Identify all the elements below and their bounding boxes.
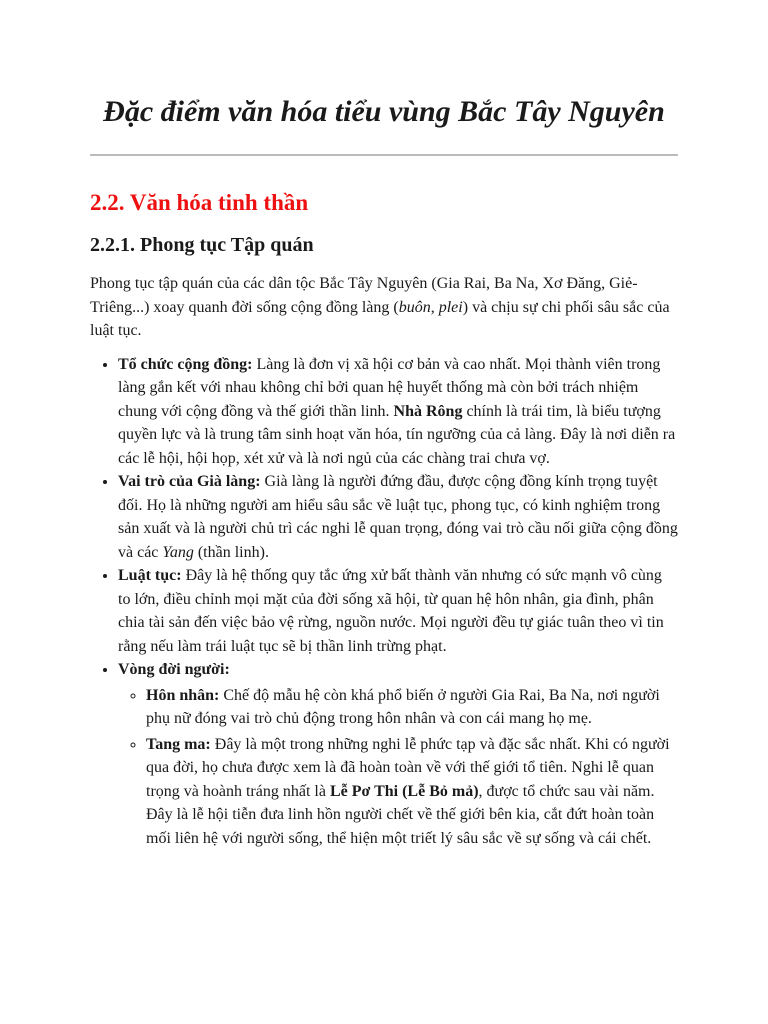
section-heading: 2.2. Văn hóa tinh thần: [90, 190, 309, 215]
bullet-list: [90, 353, 678, 851]
bullet-law-label: Luật tục:: [118, 567, 182, 584]
sub-bullet-marriage: [146, 684, 678, 731]
bullet-elder-label: Vai trò của Già làng:: [118, 473, 261, 490]
sub-bullet-funeral-label: Tang ma:: [146, 735, 211, 753]
sub-bullet-funeral-text-2: , được tổ chức sau vài năm. Đây là lễ hội tiễn đưa linh hồn người chết về thế giới bên kia, cắt đứt hoàn toàn mối liên hệ với người sống, thể hiện một triết lý sâu sắc về sự sống và cái chết.: [146, 782, 655, 847]
title-divider: [90, 154, 678, 156]
bullet-law: [118, 564, 678, 658]
bullet-community-text-1: Làng là đơn vị xã hội cơ bản và cao nhất. Mọi thành viên trong làng gắn kết với nhau không chỉ bởi quan hệ huyết thống mà còn bởi trách nhiệm chung với cộng đồng và thế giới thần linh.: [118, 355, 661, 420]
document-title: Đặc điểm văn hóa tiểu vùng Bắc Tây Nguyên: [103, 95, 665, 128]
sub-bullet-marriage-text: Chế độ mẫu hệ còn khá phổ biến ở người Gia Rai, Ba Na, nơi người phụ nữ đóng vai trò chủ động trong hôn nhân và con cái mang họ mẹ.: [146, 686, 660, 727]
bullet-community-bold: Nhà Rông: [393, 402, 463, 420]
intro-separator: ,: [430, 298, 439, 316]
bullet-law-text: Đây là hệ thống quy tắc ứng xử bất thành văn nhưng có sức mạnh vô cùng to lớn, điều chỉnh mọi mặt của đời sống xã hội, từ quan hệ hôn nhân, gia đình, phân chia tài sản đến việc bảo vệ rừng, nguồn nước. Mọi người đều tự giác tuân theo vì tin rằng nếu làm trái luật tục sẽ bị thần linh trừng phạt.: [118, 567, 664, 655]
sub-bullet-funeral: [146, 733, 678, 851]
sub-bullet-marriage-label: Hôn nhân:: [146, 686, 220, 704]
bullet-lifecycle-label: Vòng đời người:: [118, 661, 230, 678]
intro-paragraph: [90, 272, 678, 343]
intro-text-1: Phong tục tập quán của các dân tộc Bắc Tây Nguyên (Gia Rai, Ba Na, Xơ Đăng, Giẻ-Triêng...) xoay quanh đời sống cộng đồng làng (: [90, 275, 638, 316]
sub-bullet-funeral-text-1: Đây là một trong những nghi lễ phức tạp và đặc sắc nhất. Khi có người qua đời, họ chưa được xem là đã hoàn toàn về với thế giới tổ tiên. Nghi lễ quan trọng và hoành tráng nhất là: [146, 735, 670, 800]
intro-italic-plei: plei: [438, 298, 463, 316]
bullet-elder-italic: Yang: [162, 543, 194, 561]
bullet-community-text-2: chính là trái tim, là biểu tượng quyền lực và là trung tâm sinh hoạt văn hóa, tín ngưỡng của cả làng. Đây là nơi diễn ra các lễ hội, hội họp, xét xử và là nơi ngủ của các chàng trai chưa vợ.: [118, 402, 676, 467]
bullet-lifecycle: [118, 658, 678, 850]
bullet-community-label: Tổ chức cộng đồng:: [118, 355, 253, 373]
bullet-elder: [118, 470, 678, 564]
bullet-elder-text-1: Già làng là người đứng đầu, được cộng đồng kính trọng tuyệt đối. Họ là những người am hiểu sâu sắc về luật tục, phong tục, có kinh nghiệm trong sản xuất và là người chủ trì các nghi lễ quan trọng, đóng vai trò cầu nối giữa cộng đồng và các: [118, 473, 678, 561]
lifecycle-sub-list: [118, 684, 678, 851]
bullet-community: [118, 353, 678, 471]
intro-text-2: ) và chịu sự chi phối sâu sắc của luật tục.: [90, 298, 670, 339]
subsection-heading: 2.2.1. Phong tục Tập quán: [90, 234, 314, 256]
bullet-elder-text-2: (thần linh).: [193, 543, 269, 561]
sub-bullet-funeral-bold: Lễ Pơ Thi (Lễ Bỏ mả): [329, 782, 479, 800]
intro-italic-buon: buôn: [398, 298, 431, 316]
